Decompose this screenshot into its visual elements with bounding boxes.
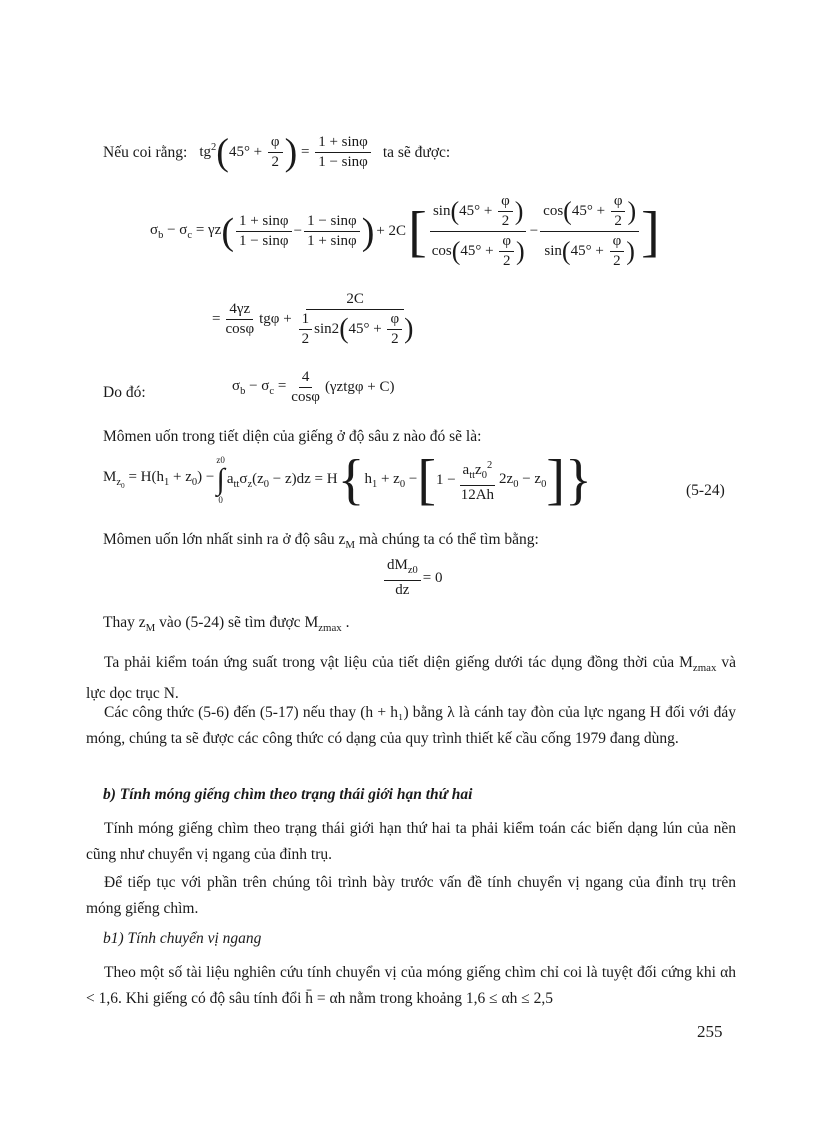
- assumption-line: [103, 133, 450, 172]
- stress-check-paragraph: Ta phải kiểm toán ứng suất trong vật liệu của tiết diện giếng dưới tác dụng đồng thời của $M_{zmax}$ và lực dọc trục N.: [86, 654, 736, 703]
- second-limit-state-paragraph: Tính móng giếng chìm theo trạng thái giới hạn thứ hai ta phải kiểm toán các biến dạng lún của nền cũng như chuyển vị ngang của đỉnh trụ.: [86, 820, 736, 863]
- assumption-lead: Nếu coi rằng:: [103, 143, 188, 161]
- moment-paragraph: Mômen uốn trong tiết diện của giếng ở độ sâu z nào đó sẽ là:: [103, 428, 482, 445]
- substitute-paragraph: Thay $z_M$ vào (5-24) sẽ tìm được $M_{zmax}$ .: [103, 614, 350, 635]
- page-number: 255: [697, 1022, 723, 1041]
- max-moment-paragraph: Mômen uốn lớn nhất sinh ra ở độ sâu $z_M$ mà chúng ta có thể tìm bằng:: [103, 531, 539, 552]
- horizontal-displacement-paragraph: Theo một số tài liệu nghiên cứu tính chuyển vị của móng giếng chìm chỉ coi là tuyệt đối cứng khi αh < 1,6. Khi giếng có độ sâu tính đổi h̄ = αh nằm trong khoảng 1,6 ≤ αh ≤ 2,5: [86, 964, 736, 1007]
- derivative-zero-equation: $\frac{dM_{z0}}{dz}$ = 0: [382, 556, 442, 600]
- formulas-paragraph: Các công thức (5-6) đến (5-17) nếu thay (h + h₁) bằng λ là cánh tay đòn của lực ngang H đối với đáy móng, chúng ta sẽ được các công thức có dạng của quy trình thiết kế cầu cống 1979 đang dùng.: [86, 704, 736, 747]
- bending-moment-equation: $M_{z_0} = H(h_1 + z_0)$ − z0 ∫ 0 $a_{tt}\sigma_z(z_0 - z)dz = H$ { $h_1 + z_0$ − [ 1 − $\frac{a_{tt}z_0^2}{12Ah}$ $2z_0 - z_0$ ] }: [103, 449, 592, 511]
- section-heading-b: b) Tính móng giếng chìm theo trạng thái giới hạn thứ hai: [103, 786, 473, 803]
- assumption-tail: ta sẽ được:: [382, 143, 451, 161]
- continuation-paragraph: Để tiếp tục với phần trên chúng tôi trình bày trước vấn đề tính chuyển vị ngang của đỉnh trụ trên móng giếng chìm.: [86, 874, 736, 917]
- section-heading-b1: b1) Tính chuyển vị ngang: [103, 930, 262, 947]
- stress-difference-result: $\sigma_b - \sigma_c$ = $\frac{4}{\cos\varphi}$ (γztgφ + C): [232, 369, 395, 405]
- stress-difference-equation: $\sigma_b - \sigma_c = \gamma z$ ( $\frac{1 + \sin\varphi}{1 - \sin\varphi}$ − $\frac{1 - \sin\varphi}{1 + \sin\varphi}$ ) + 2C [ sin(45° + $\frac{\varphi}{2}$ ) cos(45° + $\frac{\varphi}{2}$ ) − cos(45° + $\frac{\varphi}{2}$ ) sin(45° + $\frac{\varphi}{2}$ ) ]: [150, 193, 660, 269]
- tan-identity-formula: $tg^2(45^\circ$ + $\frac{\varphi}{2}$ ) = $\frac{1 + \sin\varphi}{1 - \sin\varphi}$: [199, 133, 372, 172]
- therefore-lead: Do đó:: [103, 384, 146, 401]
- equation-label-5-24: (5-24): [686, 482, 725, 499]
- stress-difference-simplified: = $\frac{4\gamma z}{\cos\varphi}$ tgφ + 2C $\frac{1}{2}$ sin2(45° + $\frac{\varphi}{2}$ ): [212, 291, 414, 347]
